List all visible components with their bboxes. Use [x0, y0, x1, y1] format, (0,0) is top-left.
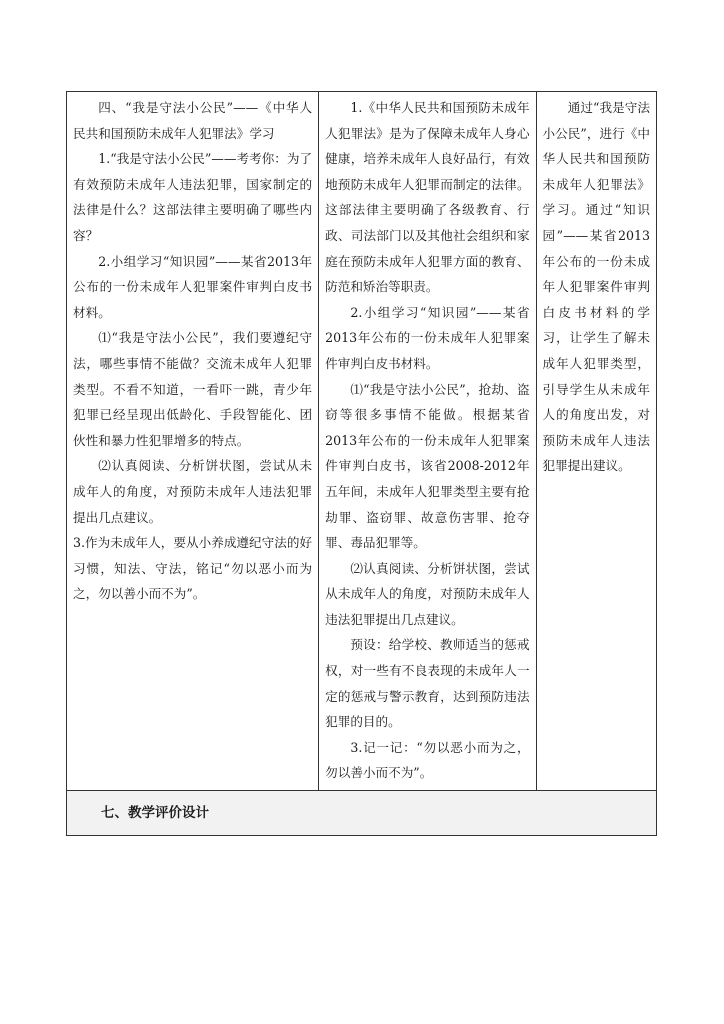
student-paragraph: 2.小组学习“知识园”——某省2013年公布的一份未成年人犯罪案件审判白皮书材料。 [325, 304, 530, 371]
activity-paragraph: 1.“我是守法小公民”——考考你：为了有效预防未成年人违法犯罪，国家制定的法律是什么？这部法律主要明确了哪些内容？ [73, 151, 313, 243]
activity-row [67, 92, 657, 791]
section-heading: 七、教学评价设计 [67, 791, 657, 836]
student-paragraph: ⑴“我是守法小公民”，抢劫、盗窃等很多事情不能做。根据某省2013年公布的一份未成年人犯罪案件审判白皮书，该省2008-2012年五年间，未成年人犯罪类型主要有抢劫罪、盗窃罪、故意伤害罪、抢夺罪、毒品犯罪等。 [325, 381, 530, 551]
student-activity-cell [319, 92, 536, 791]
activity-paragraph: 2.小组学习“知识园”——某省2013年公布的一份未成年人犯罪案件审判白皮书材料。 [73, 253, 313, 320]
section-row [67, 791, 657, 836]
student-paragraph: 1.《中华人民共和国预防未成年人犯罪法》是为了保障未成年人身心健康，培养未成年人良好品行，有效地预防未成年人犯罪而制定的法律。这部法律主要明确了各级教育、行政、司法部门以及其他社会组织和家庭在预防未成年人犯罪方面的教育、防范和矫治等职责。 [325, 100, 530, 295]
activity-paragraph: 3.作为未成年人，要从小养成遵纪守法的好习惯，知法、守法，铭记“勿以恶小而为之，勿以善小而不为”。 [73, 535, 313, 602]
teaching-activity-cell [67, 92, 319, 791]
design-intent-cell [536, 92, 656, 791]
lesson-plan-table [66, 91, 657, 836]
design-intent-paragraph: 通过“我是守法小公民”，进行《中华人民共和国预防未成年人犯罪法》学习。通过“知识园”——某省2013年公布的一份未成年人犯罪案件审判白皮书材料的学习，让学生了解未成年人犯罪类型，引导学生从未成年人的角度出发，对预防未成年人违法犯罪提出建议。 [542, 100, 650, 474]
student-paragraph: 3.记一记：“勿以恶小而为之，勿以善小而不为”。 [325, 739, 530, 781]
activity-paragraph: 四、“我是守法小公民”——《中华人民共和国预防未成年人犯罪法》学习 [73, 100, 313, 141]
activity-paragraph: ⑵认真阅读、分析饼状图，尝试从未成年人的角度，对预防未成年人违法犯罪提出几点建议。 [73, 458, 313, 525]
student-paragraph: ⑵认真阅读、分析饼状图，尝试从未成年人的角度，对预防未成年人违法犯罪提出几点建议。 [325, 560, 530, 627]
student-paragraph: 预设：给学校、教师适当的惩戒权，对一些有不良表现的未成年人一定的惩戒与警示教育，达到预防违法犯罪的目的。 [325, 637, 530, 730]
activity-paragraph: ⑴“我是守法小公民”，我们要遵纪守法，哪些事情不能做？交流未成年人犯罪类型。不看不知道，一看吓一跳，青少年犯罪已经呈现出低龄化、手段智能化、团伙性和暴力性犯罪增多的特点。 [73, 330, 313, 448]
